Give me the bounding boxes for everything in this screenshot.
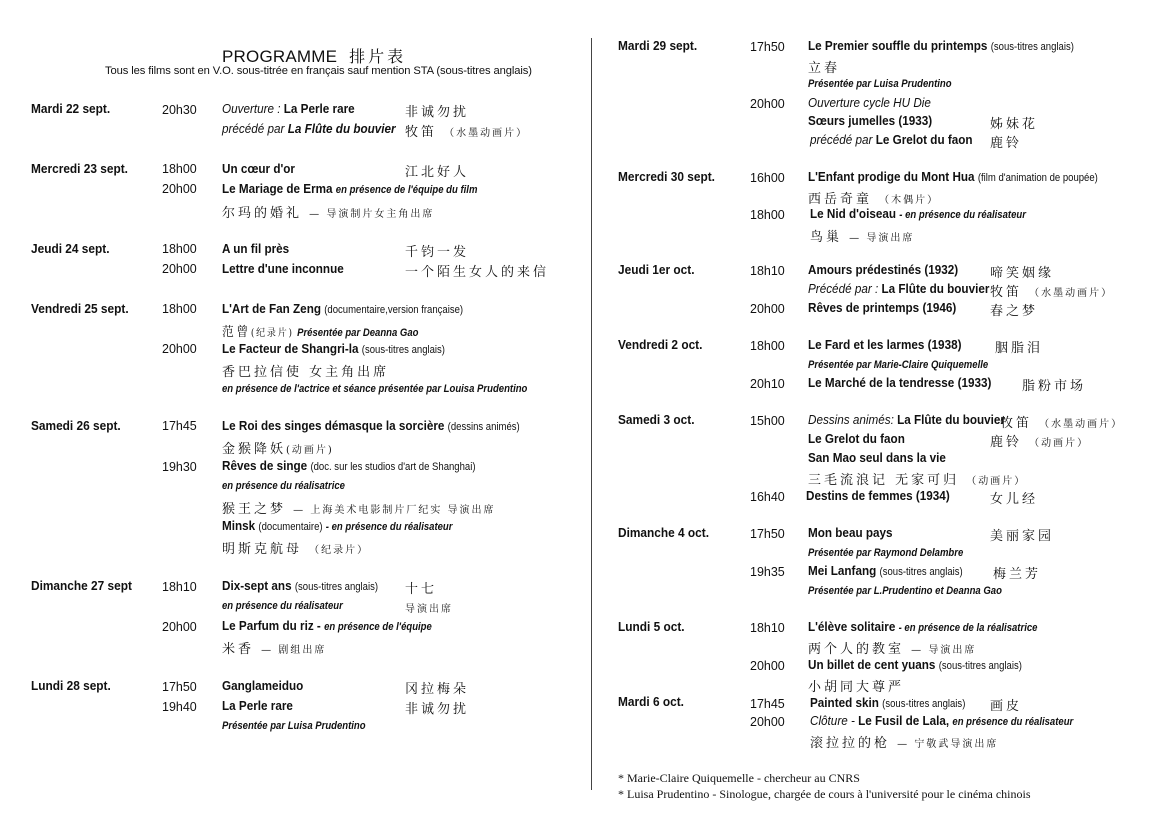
time: 20h00 xyxy=(750,302,785,316)
film-line: L'élève solitaire - en présence de la réalisatrice xyxy=(808,619,1038,634)
column-divider xyxy=(591,38,592,790)
time: 17h45 xyxy=(162,419,197,433)
film-line: Rêves de singe (doc. sur les studios d'art de Shanghai) xyxy=(222,458,476,473)
film-title-zh: 非诚勿扰 xyxy=(405,105,470,120)
time: 18h00 xyxy=(750,208,785,222)
film-title: San Mao seul dans la vie xyxy=(808,450,946,465)
presenter-note: en présence du réalisatrice xyxy=(222,480,345,492)
film-line: Minsk (documentaire) - en présence du réalisateur xyxy=(222,518,453,533)
film-title: La Perle rare xyxy=(222,698,293,713)
film-line: Le Nid d'oiseau - en présence du réalisateur xyxy=(810,206,1026,221)
day-label: Mercredi 30 sept. xyxy=(618,169,715,184)
time: 15h00 xyxy=(750,414,785,428)
film-title-zh: 金猴降妖(动画片) xyxy=(222,442,334,457)
time: 20h30 xyxy=(162,103,197,117)
day-label: Mardi 29 sept. xyxy=(618,38,698,53)
film-title: Amours prédestinés (1932) xyxy=(808,262,959,277)
film-title: Ganglameiduo xyxy=(222,678,304,693)
film-title-zh: 香巴拉信使 女主角出席 xyxy=(222,365,390,380)
film-line: Le Mariage de Erma en présence de l'équipe du film xyxy=(222,181,478,196)
presenter-note: Présentée par Raymond Delambre xyxy=(808,547,964,559)
time: 19h40 xyxy=(162,700,197,714)
film-title-zh: 鹿铃 （动画片） xyxy=(990,435,1090,450)
time: 20h00 xyxy=(162,342,197,356)
film-title-zh: 立春 xyxy=(808,61,841,76)
presenter-note: en présence de l'actrice et séance présentée par Louisa Prudentino xyxy=(222,383,528,395)
film-title-zh: 美丽家园 xyxy=(990,529,1055,544)
footnote: * Luisa Prudentino - Sinologue, chargée de cours à l'université pour le cinéma chinois xyxy=(618,787,1031,801)
day-label: Vendredi 2 oct. xyxy=(618,337,703,352)
day-label: Dimanche 4 oct. xyxy=(618,525,710,540)
film-title: A un fil près xyxy=(222,241,290,256)
film-title: Lettre d'une inconnue xyxy=(222,261,344,276)
film-title-zh: 非诚勿扰 xyxy=(405,702,470,717)
presenter-note: en présence du réalisateur xyxy=(222,600,343,612)
film-title: Le Fard et les larmes (1938) xyxy=(808,337,962,352)
time: 20h00 xyxy=(750,715,785,729)
film-title: Le Marché de la tendresse (1933) xyxy=(808,375,992,390)
film-line: Le Parfum du riz - en présence de l'équipe xyxy=(222,618,432,633)
film-title-zh: 滚拉拉的枪 — 宁敬武导演出席 xyxy=(810,736,999,751)
time: 18h10 xyxy=(750,621,785,635)
film-line: précédé par La Flûte du bouvier xyxy=(222,121,396,136)
time: 16h40 xyxy=(750,490,785,504)
film-title: Le Grelot du faon xyxy=(808,431,905,446)
film-title-zh: 胭脂泪 xyxy=(995,341,1044,356)
day-label: Mercredi 23 sept. xyxy=(31,161,128,176)
time: 19h30 xyxy=(162,460,197,474)
day-label: Jeudi 1er oct. xyxy=(618,262,695,277)
film-line: Dix-sept ans (sous-titres anglais) xyxy=(222,578,379,593)
day-label: Vendredi 25 sept. xyxy=(31,301,129,316)
film-title-zh: 牧笛 （水墨动画片） xyxy=(990,285,1114,300)
film-title-zh: 脂粉市场 xyxy=(1022,379,1087,394)
time: 18h10 xyxy=(750,264,785,278)
film-title-zh: 冈拉梅朵 xyxy=(405,682,470,697)
film-line: Clôture - Le Fusil de Lala, en présence du réalisateur xyxy=(810,713,1074,728)
day-label: Lundi 5 oct. xyxy=(618,619,685,634)
time: 20h00 xyxy=(162,182,197,196)
time: 18h00 xyxy=(750,339,785,353)
film-line: Ouverture : La Perle rare xyxy=(222,101,355,116)
time: 20h00 xyxy=(162,620,197,634)
time: 19h35 xyxy=(750,565,785,579)
film-title-zh: 千钧一发 xyxy=(405,245,470,260)
film-line: Painted skin (sous-titres anglais) xyxy=(810,695,966,710)
day-label: Dimanche 27 sept xyxy=(31,578,132,593)
film-line: Le Facteur de Shangri-la (sous-titres anglais) xyxy=(222,341,445,356)
presenter-note: Présentée par Luisa Prudentino xyxy=(808,78,952,90)
film-title-zh: 江北好人 xyxy=(405,165,470,180)
presenter-note: Présentée par Marie-Claire Quiquemelle xyxy=(808,359,989,371)
presenter-note-zh: 导演出席 xyxy=(405,604,453,615)
film-line: L'Art de Fan Zeng (documentaire,version française) xyxy=(222,301,464,316)
film-line: Dessins animés: La Flûte du bouvier xyxy=(808,412,1006,427)
time: 20h10 xyxy=(750,377,785,391)
film-line: précédé par Le Grelot du faon xyxy=(810,132,973,147)
page-title-zh: 排片表 xyxy=(349,47,407,66)
day-label: Lundi 28 sept. xyxy=(31,678,111,693)
time: 18h10 xyxy=(162,580,197,594)
film-title-zh: 一个陌生女人的来信 xyxy=(405,265,550,280)
cycle-opening: Ouverture cycle HU Die xyxy=(808,95,931,110)
film-title-zh: 明斯克航母 （纪录片） xyxy=(222,542,370,557)
page-subtitle: Tous les films sont en V.O. sous-titrée en français sauf mention STA (sous-titres anglais) xyxy=(105,65,532,77)
film-title: Rêves de printemps (1946) xyxy=(808,300,957,315)
film-title: Sœurs jumelles (1933) xyxy=(808,113,933,128)
film-line: L'Enfant prodige du Mont Hua (film d'animation de poupée) xyxy=(808,169,1098,184)
film-title-zh: 牧笛 （水墨动画片） xyxy=(405,125,529,140)
time: 16h00 xyxy=(750,171,785,185)
film-title-zh: 鹿铃 xyxy=(990,136,1023,151)
day-label: Mardi 22 sept. xyxy=(31,101,111,116)
time: 20h00 xyxy=(162,262,197,276)
film-title-zh: 女儿经 xyxy=(990,492,1039,507)
film-line: Le Roi des singes démasque la sorcière (dessins animés) xyxy=(222,418,520,433)
film-line: Un billet de cent yuans (sous-titres anglais) xyxy=(808,657,1022,672)
film-title-zh: 三毛流浪记 无家可归 （动画片） xyxy=(808,473,1027,488)
film-title-zh: 猴王之梦 — 上海美术电影制片厂纪实 导演出席 xyxy=(222,502,496,517)
day-label: Mardi 6 oct. xyxy=(618,694,684,709)
time: 17h50 xyxy=(750,40,785,54)
day-label: Samedi 3 oct. xyxy=(618,412,695,427)
day-label: Jeudi 24 sept. xyxy=(31,241,110,256)
film-title: Un cœur d'or xyxy=(222,161,295,176)
film-title-zh: 鸟巢 — 导演出席 xyxy=(810,230,915,245)
film-title-zh: 画皮 xyxy=(990,699,1023,714)
presenter-note: Présentée par Luisa Prudentino xyxy=(222,720,366,732)
presenter-note: Présentée par L.Prudentino et Deanna Gao xyxy=(808,585,1002,597)
film-title-zh: 两个人的教室 — 导演出席 xyxy=(808,642,977,657)
film-title-zh: 十七 xyxy=(405,582,438,597)
film-title: Destins de femmes (1934) xyxy=(806,488,950,503)
time: 20h00 xyxy=(750,97,785,111)
film-title-zh: 春之梦 xyxy=(990,304,1039,319)
film-title-zh: 姊妹花 xyxy=(990,117,1039,132)
film-title-zh: 尔玛的婚礼 — 导演制片女主角出席 xyxy=(222,206,435,221)
day-label: Samedi 26 sept. xyxy=(31,418,121,433)
film-title-zh: 小胡同大尊严 xyxy=(808,680,905,695)
time: 18h00 xyxy=(162,162,197,176)
time: 17h45 xyxy=(750,697,785,711)
film-line: Le Premier souffle du printemps (sous-titres anglais) xyxy=(808,38,1074,53)
film-title-zh: 米香 — 剧组出席 xyxy=(222,642,327,657)
time: 20h00 xyxy=(750,659,785,673)
footnote: * Marie-Claire Quiquemelle - chercheur au CNRS xyxy=(618,771,860,785)
time: 17h50 xyxy=(162,680,197,694)
time: 17h50 xyxy=(750,527,785,541)
film-title-zh: 梅兰芳 xyxy=(993,567,1042,582)
film-title-zh: 西岳奇童 （木偶片） xyxy=(808,192,940,207)
film-title-zh: 牧笛 （水墨动画片） xyxy=(1000,416,1124,431)
time: 18h00 xyxy=(162,302,197,316)
film-title: Mon beau pays xyxy=(808,525,893,540)
film-title-zh: 啼笑姻缘 xyxy=(990,266,1055,281)
film-line: 范曾(纪录片) Présentée par Deanna Gao xyxy=(222,325,419,340)
time: 18h00 xyxy=(162,242,197,256)
film-line: Précédé par : La Flûte du bouvier xyxy=(808,281,990,296)
page-title: PROGRAMME 排片表 xyxy=(222,47,407,66)
film-line: Mei Lanfang (sous-titres anglais) xyxy=(808,563,963,578)
